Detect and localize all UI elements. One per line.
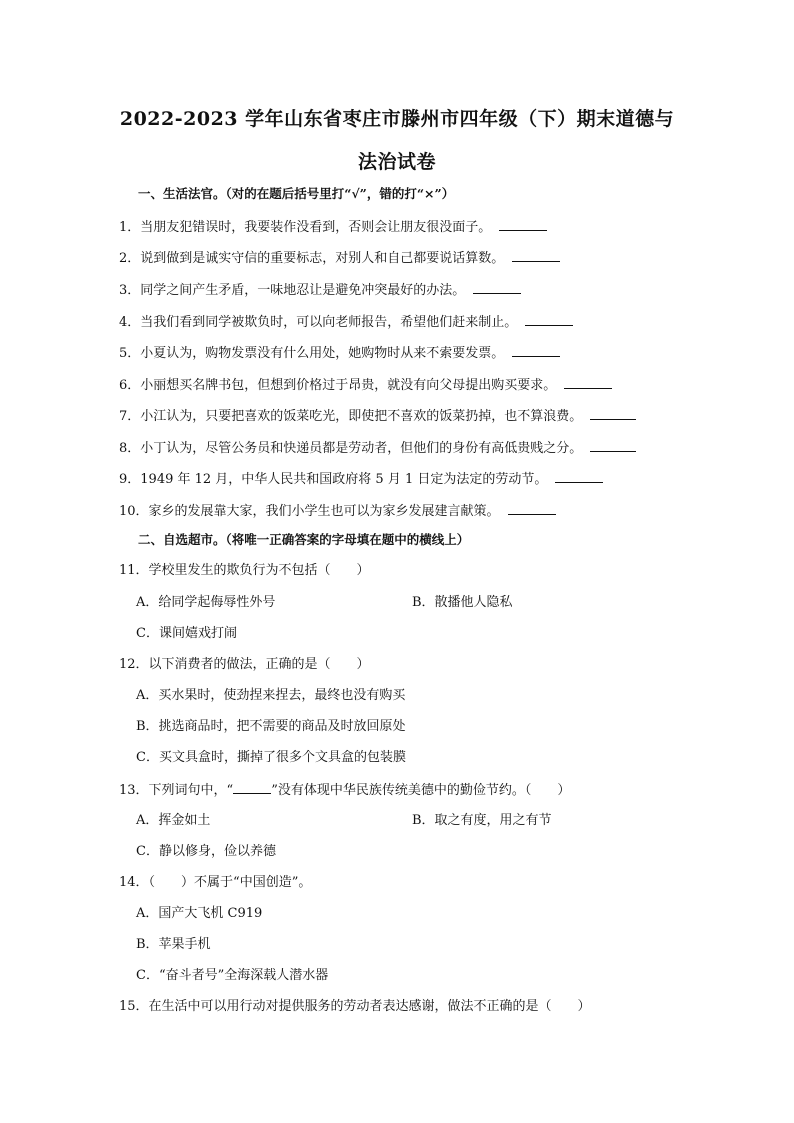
question-13-stem-post: ”没有体现中华民族传统美德中的勤俭节约。（ ） bbox=[271, 783, 571, 798]
question-3 bbox=[119, 279, 521, 299]
answer-blank[interactable] bbox=[525, 311, 573, 326]
question-text: 1．当朋友犯错误时，我要装作没看到，否则会让朋友很没面子。 bbox=[119, 220, 492, 235]
question-13-option-b[interactable]: B．取之有度，用之有节 bbox=[412, 813, 552, 828]
question-text: 10．家乡的发展靠大家，我们小学生也可以为家乡发展建言献策。 bbox=[119, 504, 500, 519]
question-13-inline-blank[interactable] bbox=[233, 779, 271, 794]
question-text: 9．1949 年 12 月，中华人民共和国政府将 5 月 1 日定为法定的劳动节。 bbox=[119, 472, 548, 487]
question-5 bbox=[119, 342, 560, 362]
question-text: 8．小丁认为，尽管公务员和快递员都是劳动者，但他们的身份有高低贵贱之分。 bbox=[119, 441, 583, 456]
question-4 bbox=[119, 311, 573, 331]
answer-blank[interactable] bbox=[555, 468, 603, 483]
answer-blank[interactable] bbox=[564, 374, 612, 389]
question-12-option-a[interactable]: A．买水果时，使劲捏来捏去，最终也没有购买 bbox=[136, 688, 406, 703]
answer-blank[interactable] bbox=[508, 500, 556, 515]
question-13-option-c[interactable]: C．静以修身，俭以养德 bbox=[136, 844, 276, 859]
page-title-line2: 法治试卷 bbox=[357, 151, 436, 173]
question-7 bbox=[119, 405, 636, 425]
answer-blank[interactable] bbox=[499, 216, 547, 231]
question-9 bbox=[119, 468, 603, 488]
question-13-stem bbox=[119, 779, 570, 799]
question-13-stem-pre: 13．下列词句中，“ bbox=[119, 783, 234, 798]
question-6 bbox=[119, 374, 612, 394]
question-14-stem: 14．（ ）不属于“中国创造”。 bbox=[119, 875, 312, 890]
answer-blank[interactable] bbox=[512, 342, 560, 357]
question-1 bbox=[119, 216, 547, 236]
question-12-option-b[interactable]: B．挑选商品时，把不需要的商品及时放回原处 bbox=[136, 719, 406, 734]
question-11-option-a[interactable]: A．给同学起侮辱性外号 bbox=[136, 595, 276, 610]
section1-heading: 一、生活法官。（对的在题后括号里打“√”，错的打“×”） bbox=[138, 186, 455, 201]
question-13-option-a[interactable]: A．挥金如土 bbox=[136, 813, 211, 828]
question-11-stem: 11．学校里发生的欺负行为不包括（ ） bbox=[119, 563, 370, 578]
section2-heading: 二、自选超市。（将唯一正确答案的字母填在题中的横线上） bbox=[138, 532, 470, 547]
question-text: 5．小夏认为，购物发票没有什么用处，她购物时从来不索要发票。 bbox=[119, 346, 505, 361]
question-11-option-b[interactable]: B．散播他人隐私 bbox=[412, 595, 513, 610]
question-text: 6．小丽想买名牌书包，但想到价格过于昂贵，就没有向父母提出购买要求。 bbox=[119, 378, 557, 393]
question-8 bbox=[119, 437, 636, 457]
question-text: 7．小江认为，只要把喜欢的饭菜吃光，即使把不喜欢的饭菜扔掉，也不算浪费。 bbox=[119, 409, 583, 424]
answer-blank[interactable] bbox=[590, 405, 636, 420]
question-text: 4．当我们看到同学被欺负时，可以向老师报告，希望他们赶来制止。 bbox=[119, 315, 518, 330]
answer-blank[interactable] bbox=[473, 279, 521, 294]
question-15-stem: 15．在生活中可以用行动对提供服务的劳动者表达感谢，做法不正确的是（ ） bbox=[119, 999, 591, 1014]
question-text: 2．说到做到是诚实守信的重要标志，对别人和自己都要说话算数。 bbox=[119, 251, 505, 266]
question-12-stem: 12．以下消费者的做法，正确的是（ ） bbox=[119, 657, 370, 672]
question-14-option-a[interactable]: A．国产大飞机 C919 bbox=[136, 906, 263, 921]
question-12-option-c[interactable]: C．买文具盒时，撕掉了很多个文具盒的包装膜 bbox=[136, 750, 406, 765]
answer-blank[interactable] bbox=[590, 437, 636, 452]
page-title-line1: 2022-2023 学年山东省枣庄市滕州市四年级（下）期末道德与 bbox=[119, 108, 675, 130]
question-2 bbox=[119, 247, 560, 267]
question-14-option-b[interactable]: B．苹果手机 bbox=[136, 937, 211, 952]
question-11-option-c[interactable]: C．课间嬉戏打闹 bbox=[136, 626, 237, 641]
answer-blank[interactable] bbox=[512, 247, 560, 262]
question-text: 3．同学之间产生矛盾，一味地忍让是避免冲突最好的办法。 bbox=[119, 283, 466, 298]
question-10 bbox=[119, 500, 556, 520]
question-14-option-c[interactable]: C．“奋斗者号”全海深载人潜水器 bbox=[136, 968, 329, 983]
